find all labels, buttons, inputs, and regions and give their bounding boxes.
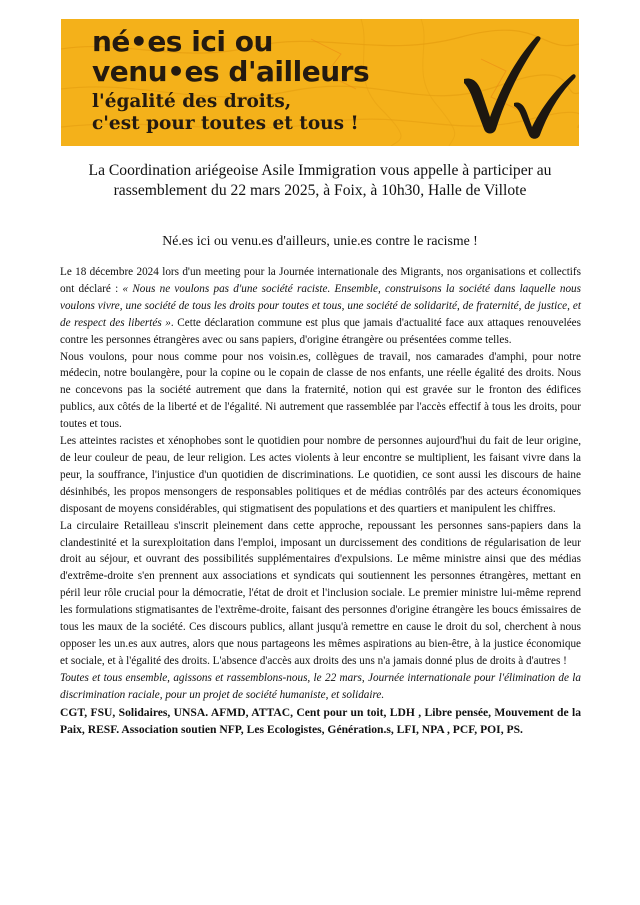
banner-headline-2: venu•es d'ailleurs <box>92 55 370 88</box>
signatories-list: CGT, FSU, Solidaires, UNSA. AFMD, ATTAC, Cent pour un toit, LDH , Libre pensée, Mouvement de la Paix, RESF. Association soutien NFP, Les Ecologistes, Génération.s, LFI, NPA , PCF, POI, PS. <box>60 705 581 736</box>
campaign-banner <box>61 19 579 146</box>
declaration-quote: « Nous ne voulons pas d'une société raciste. Ensemble, construisons la société dans laquelle nous voulons vivre, une société de tous les droits pour toutes et tous, une société de solidarité, de fraternité, de justice, et de respect des libertés » <box>60 282 581 329</box>
paragraph-racism: Les atteintes racistes et xénophobes sont le quotidien pour nombre de personnes aujourd'hui du fait de leur origine, de leur couleur de peau, de leur religion. Les actes violents à leur encontre se multiplient, les faisant vivre dans la peur, la souffrance, l'injustice d'un quotidien de discriminations. Le quotidien, ce sont aussi les discours de haine désinhibés, les propos mensongers de responsables politiques et de médias contrôlés par des acteurs économiques disposant de moyens considérables, qui stigmatisent des populations et des quartiers et manipulent les chiffres. <box>60 435 581 515</box>
paragraph-declaration-intro: Le 18 décembre 2024 lors d'un meeting pour la Journée internationale des Migrants, nos organisations et collectifs ont déclaré : <box>60 266 581 295</box>
banner-headline-1: né•es ici ou <box>92 25 273 58</box>
call-to-action-text: Toutes et tous ensemble, agissons et rassemblons-nous, le 22 mars, Journée internationale pour l'élimination de la discrimination raciale, pour un projet de société humaniste, et solidaire. <box>60 671 581 701</box>
call-heading-line-1: La Coordination ariégeoise Asile Immigration vous appelle à participer au <box>88 162 552 179</box>
paragraph-call-to-action <box>60 670 581 704</box>
banner-tagline-2: c'est pour toutes et tous ! <box>92 113 359 134</box>
slogan: Né.es ici ou venu.es d'ailleurs, unie.es contre le racisme ! <box>162 233 478 248</box>
appeal-body <box>60 264 581 738</box>
paragraph-equality: Nous voulons, pour nous comme pour nos voisin.es, collègues de travail, nos camarades d'amphi, pour notre médecin, notre boulangère, pour la copine ou le copain de classe de nos enfants, une réelle égalité des droits. Nous ne concevons pas la société autrement que dans la fraternité, notion qui est gravée sur le fronton des édifices publics, aux côtés de la liberté et de l'égalité. Ni autrement que rassemblée par l'accès effectif à tous les droits, pour toutes et tous. <box>60 350 581 431</box>
paragraph-declaration-end: . Cette déclaration commune est plus que jamais d'actualité face aux attaques renouvelées contre les personnes étrangères avec ou sans papiers, d'origine étrangère ou présentées comme telles. <box>60 316 581 346</box>
call-heading <box>60 161 580 201</box>
banner-text-block <box>92 27 369 135</box>
paragraph-circular: La circulaire Retailleau s'inscrit pleinement dans cette approche, repoussant les personnes sans-papiers dans la clandestinité et la surexploitation dans l'emploi, imposant un durcissement des conditions de régularisation de leur droit au séjour, et ouvrant des possibilités supplémentaires d'expulsions. Le même ministre ainsi que des médias d'extrême-droite s'en prennent aux associations et syndicats qui soutiennent les personnes étrangères, mettant en péril leur rôle crucial pour la démocratie, l'état de droit et l'inclusion sociale. Le premier ministre lui-même reprend les formulations stigmatisantes de l'extrême-droite, faisant des personnes d'origine étrangère les boucs émissaires de tous les maux de la société. Ces discours publics, allant jusqu'à remettre en cause le droit du sol, cherchent à nous opposer les un.es aux autres, alors que nous partageons les mêmes aspirations au bien-être, à la justice économique et sociale, et à l'égalité des droits. L'absence d'accès aux droits des uns n'a jamais donné plus de droits à d'autres ! <box>60 519 581 667</box>
banner-tagline-1: l'égalité des droits, <box>92 91 292 112</box>
checkmarks-icon <box>458 31 578 141</box>
call-heading-line-2: rassemblement du 22 mars 2025, à Foix, à 10h30, Halle de Villote <box>113 182 527 199</box>
paragraph-declaration <box>60 264 581 349</box>
